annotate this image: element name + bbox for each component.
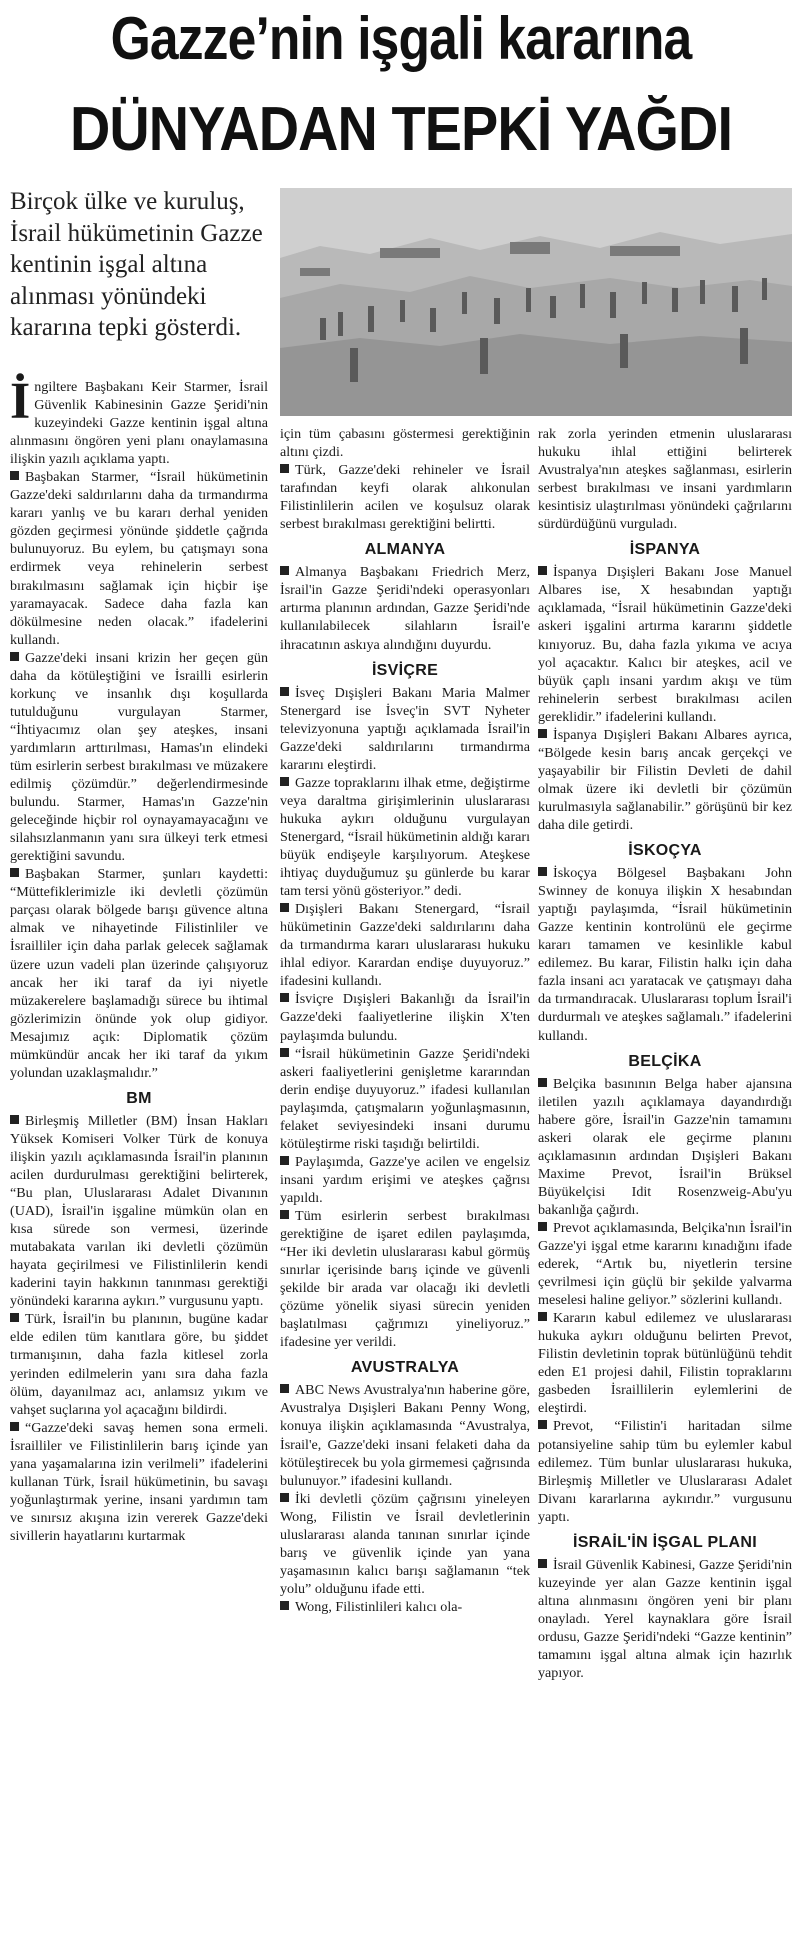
subheading-iskocya: İSKOÇYA (628, 842, 702, 860)
paragraph: Dışişleri Bakanı Stenergard, “İsrail hükümetinin Gazze'deki saldırılarını daha da tırmandırma kararı uluslararası hukuku ihlal ediyor. Karardan endişe duyuyoruz.” ifadesini kullandı. (280, 901, 530, 990)
paragraph: İspanya Dışişleri Bakanı Jose Manuel Albares ise, X hesabından yaptığı açıklamada, “İsrail hükümetinin Gazze'deki askeri işgalini artırma kararını şiddetle kınıyoruz. Bu, daha fazla yıkıma ve acıya yol açacaktır. Kalıcı bir ateşkes, acil ve büyük çaplı insani yardım akışı ve tüm rehinelerin serbest bırakılması acilen gereklidir.” ifadelerini kullandı. (538, 564, 792, 725)
bullet-icon (538, 1222, 547, 1231)
bullet-icon (280, 1210, 289, 1219)
bullet-icon (538, 867, 547, 876)
paragraph: Gazze'deki insani krizin her geçen gün daha da kötüleştiğini ve İsrailli esirlerin korkunç ve insanlık dışı koşullarda tutulduğunu vurgulayan Starmer, “İhtiyacımız olan şey ateşkes, insani yardımların arttırılması, Hamas'ın elindeki tüm esirlerin serbest bırakılması ve müzakere edilmiş çözümdür.” değerlendirmesinde bulundu. Starmer, Hamas'ın Gazze'nin geleceğinde hiçbir rol oynayamayacağını ve silahsızlanmanın yanı sıra ülkeyi terk etmesi gerektiğini savundu. (10, 649, 268, 865)
bullet-icon (280, 464, 289, 473)
paragraph: İsviçre Dışişleri Bakanlığı da İsrail'in Gazze'deki faaliyetlerine ilişkin X'ten paylaşımda bulundu. (280, 991, 530, 1044)
bullet-icon (280, 687, 289, 696)
bullet-icon (280, 903, 289, 912)
subheading-isvicre: İSVİÇRE (371, 661, 439, 679)
bullet-icon (280, 777, 289, 786)
lede: Birçok ülke ve kuruluş, İsrail hükümetinin Gazze kentinin işgal altına alınması yönündeki kararına tepki gösterdi. (10, 188, 263, 341)
paragraph: Belçika basınının Belga haber ajansına iletilen yazılı açıklamaya dayandırdığı habere göre, İsrail'in Gazze'nin tamamını askeri olarak ele geçirme planını açıklamasının ardından Dışişleri Bakanı Maxime Prevot, İsrail'in Brüksel Büyükelçisi Idit Rosenzweig-Abu'yu bakanlığa çağırdı. (538, 1075, 792, 1218)
paragraph: Türk, İsrail'in bu planının, bugüne kadar elde edilen tüm kanıtlara göre, bu şiddet tırmanışının, daha fazla kitlesel zorla yerinden edilmelerin yanı sıra daha fazla ölüm, dayanılmaz acı, anlamsız yıkım ve vahşet suçlarına yol açacağını bildirdi. (10, 1311, 268, 1418)
paragraph: İskoçya Bölgesel Başbakanı John Swinney de konuya ilişkin X hesabından yaptığı paylaşımda, “İsrail hükümetinin Gazze kentinin kontrolünü ele geçirme kararı tamamen ve kesinlikle kabul edilemez. Bu karar, Filistin halkı için daha fazla insani acı yaratacak ve çatışmayı daha da tırmandıracak. Uluslararası toplum İsrail'i durdurmalı ve ateşkes sağlamalı.” ifadelerini kullandı. (538, 865, 792, 1044)
column-1 (10, 373, 268, 1545)
paragraph: Paylaşımda, Gazze'ye acilen ve engelsiz insani yardım erişimi ve ateşkes çağrısı yapıldı. (280, 1153, 530, 1206)
paragraph: İngiltere Başbakanı Keir Starmer, İsrail Güvenlik Kabinesinin Gazze Şeridi'nin kuzeyindeki Gazze kentinin işgal altına alınmasını öngören yeni planı onaylamasına ilişkin yazılı açıklama yaptı. (10, 373, 268, 468)
bullet-icon (538, 1420, 547, 1429)
bullet-icon (538, 1078, 547, 1087)
paragraph: “Gazze'deki savaş hemen sona ermeli. İsrailliler ve Filistinlilerin barış içinde yan yana yaşamalarına izin verilmeli” ifadelerini kullanan Türk, İsrail hükümetinin, bu savaşı yoğunlaştırmak yerine, insani yardımın tam ve sınırsız akışına izin vererek Gazze'deki sivillerin hayatlarını kurtarmak (10, 1419, 268, 1544)
headline-line-2: DÜNYADAN TEPKİ YAĞDI (69, 95, 733, 164)
bullet-icon (10, 868, 19, 877)
bullet-icon (10, 1115, 19, 1124)
bullet-icon (10, 652, 19, 661)
bullet-icon (10, 1313, 19, 1322)
paragraph: Başbakan Starmer, şunları kaydetti: “Müttefiklerimizle iki devletli çözümün parçası olarak bölgede barışı güvence altına almak ve nihayetinde Filistinliler ve İsrailliler için daha parlak gelecek sağlamak üzere uzun vadeli plan üzerinde çalışıyoruz ancak her iki taraf da iyi niyetle müzakerelere başlamadığı sürece bu ihtimal gözlerimizin önünde yok olup gidiyor. Mesajımız açık: Diplomatik çözüm mümkündür ancak her iki taraf da yıkım yolundan uzaklaşmalıdır.” (10, 866, 268, 1081)
news-photo (280, 188, 792, 416)
headline-line-1: Gazze’nin işgali kararına (110, 5, 692, 72)
bullet-icon (10, 471, 19, 480)
bullet-icon (280, 1048, 289, 1057)
column-3 (538, 425, 792, 1682)
column-2 (280, 425, 530, 1616)
paragraph: İki devletli çözüm çağrısını yineleyen Wong, Filistin ve İsrail devletlerinin uluslararası alanda tanınan sınırlar içinde barış ve güvenlik içinde yan yana yaşamasının kalıcı barışı sağlamanın “tek yolu” olduğunu ifade etti. (280, 1490, 530, 1597)
paragraph: Türk, Gazze'deki rehineler ve İsrail tarafından keyfi olarak alıkonulan Filistinlilerin acilen ve koşulsuz olarak serbest bırakılması gerektiğini belirtti. (280, 462, 530, 533)
paragraph: Tüm esirlerin serbest bırakılması gerektiğine de işaret edilen paylaşımda, “Her iki devletin uluslararası kabul görmüş sınırlar içerisinde barış içinde ve güvenli şekilde bir arada var olacağı iki devletli çözüme yönelik siyasi sürecin yeniden başlatılması çağrımızı yineliyoruz.” ifadesine yer verildi. (280, 1207, 530, 1351)
paragraph: rak zorla yerinden etmenin uluslararası hukuku ihlal ettiğini belirterek Avustralya'nın ateşkes sağlanması, esirlerin serbest bırakılması ve insani yardımların kesintisiz ulaştırılması yönündeki çağrılarını sürdürdüğünü vurguladı. (538, 426, 792, 533)
paragraph: ABC News Avustralya'nın haberine göre, Avustralya Dışişleri Bakanı Penny Wong, konuya ilişkin açıklamasında “Avustralya, İsrail'e, Gazze'deki insani felaketi daha da kötüleştirecek bu yola girmemesi çağrısında bulunuyor.” ifadesini kullandı. (280, 1382, 530, 1489)
bullet-icon (280, 1156, 289, 1165)
bullet-icon (538, 1312, 547, 1321)
bullet-icon (10, 1422, 19, 1431)
paragraph: İsrail Güvenlik Kabinesi, Gazze Şeridi'nin kuzeyinde yer alan Gazze kentinin işgal altına alınmasını öngören yeni bir planı onayladı. Yerel kaynaklara göre İsrail ordusu, Gazze Şeridi'ndeki “Gazze kentinin” tamamını işgal altına almak için hazırlık yapıyor. (538, 1556, 792, 1682)
paragraph: Wong, Filistinlileri kalıcı ola- (280, 1598, 530, 1616)
paragraph: Prevot açıklamasında, Belçika'nın İsrail'in Gazze'yi işgal etme kararını kınadığını ifade ederek, “Artık bu, niyetlerin tersine çevrilmesi için güçlü bir şekilde yalvarma meselesi haline geliyor.” sözlerini kullandı. (538, 1219, 792, 1309)
paragraph: Gazze topraklarını ilhak etme, değiştirme veya daraltma girişimlerinin uluslararası hukuka aykırı olduğunu vurgulayan Stenergard, “İsrail hükümetinin aldığı kararı büyük endişeyle karşılıyorum. Ateşkese ihtiyaç duyduğumuz şu günlerde bu karar tam tersi yönü gösteriyor.” dedi. (280, 774, 530, 900)
bullet-icon (280, 1493, 289, 1502)
paragraph: Almanya Başbakanı Friedrich Merz, İsrail'in Gazze Şeridi'ndeki operasyonları artırma planının ardından, Gazze Şeridi'nde kullanılabilecek silahların İsrail'e ihracatının askıya alındığını duyurdu. (280, 564, 530, 653)
paragraph: İsveç Dışişleri Bakanı Maria Malmer Stenergard ise İsveç'in SVT Nyheter televizyonuna yaptığı açıklamada İsrail'in Gazze'deki saldırılarını tırmandırma kararını eleştirdi. (280, 684, 530, 773)
paragraph: Başbakan Starmer, “İsrail hükümetinin Gazze'deki saldırılarını daha da tırmandırma kararı yanlış ve bu kararı derhal yeniden gözden geçirmesi yönünde şiddetle çağrıda bulunuyoruz. Bu eylem, bu çatışmayı sona erdirmek veya rehinelerin serbest bırakılmasını sağlamak için hiçbir işe yaramayacak. Sadece daha fazla kan dökülmesine neden olacak.” ifadelerini kullandı. (10, 469, 268, 648)
subheading-belcika: BELÇİKA (628, 1052, 702, 1070)
bullet-icon (538, 1559, 547, 1568)
paragraph: Birleşmiş Milletler (BM) İnsan Hakları Yüksek Komiseri Volker Türk de konuya ilişkin yazılı açıklamasında İsrail'in planının acilen durdurulması gerektiğini belirterek, “Bu plan, Uluslararası Adalet Divanının (UAD), İsrail'in işgaline mümkün olan en kısa sürede son vermesi, üzerinde mutabakata varılan iki devletli çözümün hayata geçirilmesi ve Filistinlilerin kendi kaderini tayin hakkının tanınması gerektiği yönündeki kararına aykırı.” vurgusunu yaptı. (10, 1112, 268, 1310)
subheading-ispanya: İSPANYA (629, 541, 701, 559)
crowd-rubble-image (280, 188, 792, 416)
subheading-avustralya: AVUSTRALYA (350, 1359, 460, 1377)
bullet-icon (538, 566, 547, 575)
bullet-icon (280, 1601, 289, 1610)
paragraph: “İsrail hükümetinin Gazze Şeridi'ndeki askeri faaliyetlerini genişletme kararından derin endişe duyuyoruz.” ifadesi kullanılan paylaşımda, çatışmaların yoğunlaşmasının, felaket seviyesindeki insani durumu kötüleştirme riski taşıdığı belirtildi. (280, 1045, 530, 1152)
bullet-icon (538, 729, 547, 738)
paragraph: Prevot, “Filistin'i haritadan silme potansiyeline sahip tüm bu eylemler kabul edilemez. Tüm bunlar uluslararası hukuka, Birleşmiş Milletler ve Uluslararası Adalet Divanı kararlarına aykırıdır.” vurgusunu yaptı. (538, 1418, 792, 1525)
bullet-icon (280, 1384, 289, 1393)
subheading-almanya: ALMANYA (364, 541, 446, 559)
paragraph: için tüm çabasını göstermesi gerektiğinin altını çizdi. (280, 426, 530, 461)
subheading-israil-plan: İSRAİL'İN İŞGAL PLANI (572, 1533, 758, 1551)
subheading-bm: BM (126, 1089, 152, 1107)
paragraph: Kararın kabul edilemez ve uluslararası hukuka aykırı olduğunu belirten Prevot, Filistin devletinin toprak bütünlüğünü tehdit eden E1 projesi dahil, Filistin topraklarını gasbeden İsraillilerin eylemlerini de eleştirdi. (538, 1310, 792, 1417)
paragraph: İspanya Dışişleri Bakanı Albares ayrıca, “Bölgede kesin barış ancak gerçekçi ve yaşayabilir bir Filistin Devleti de dahil olmak üzere iki devletli bir çözümün kurulmasıyla sağlanabilir.” görüşünü bir kez daha dile getirdi. (538, 726, 792, 833)
bullet-icon (280, 566, 289, 575)
bullet-icon (280, 993, 289, 1002)
